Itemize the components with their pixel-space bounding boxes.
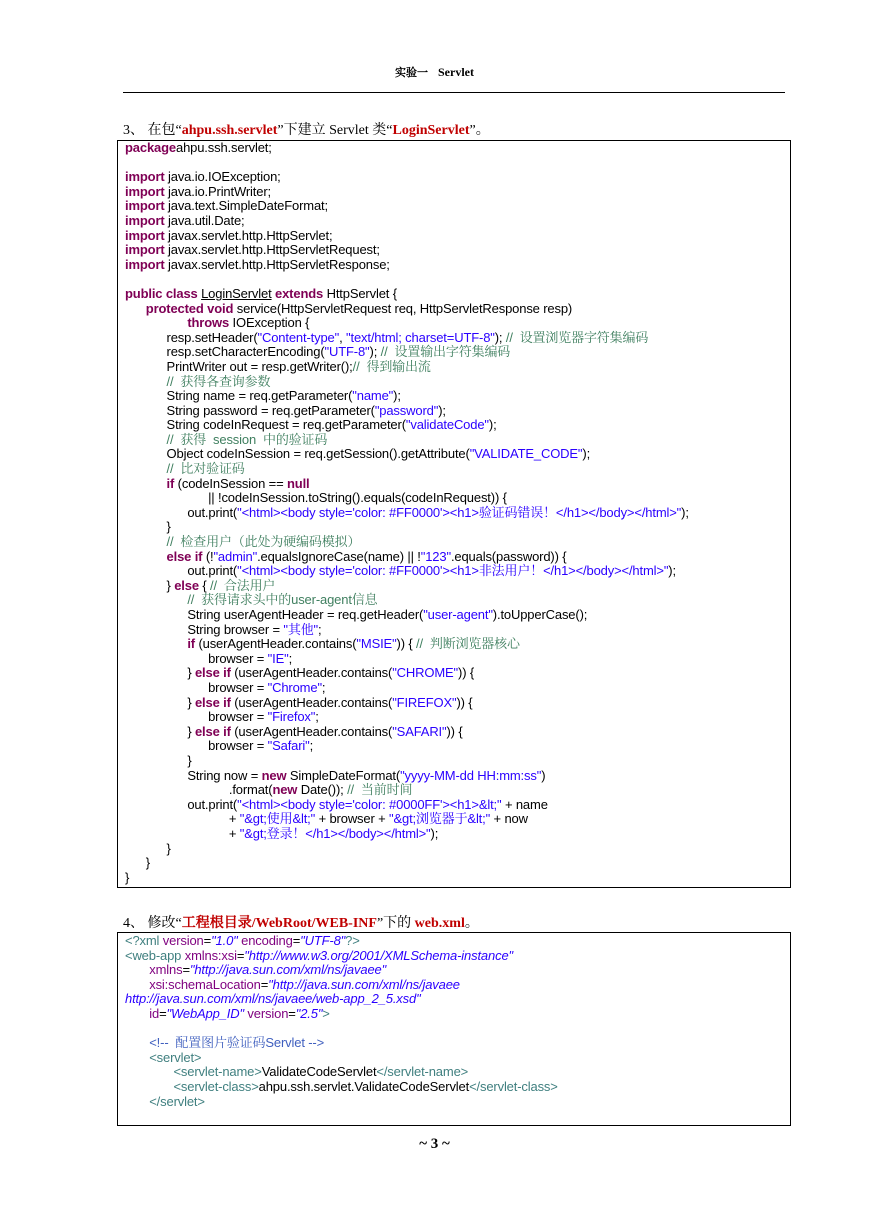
section-3-text-pre: 在包“ (147, 123, 182, 138)
code-token: } (125, 665, 195, 681)
code-token: "Firefox" (267, 709, 316, 725)
code-token: // 合法用户 (210, 577, 276, 593)
code-line (125, 593, 689, 608)
code-token: ); (369, 344, 381, 360)
code-token: ; (318, 621, 322, 637)
code-token: <web-app (125, 947, 185, 963)
code-line (125, 535, 689, 550)
code-token: if (166, 475, 175, 491)
code-token: extends (271, 285, 327, 301)
code-token: "IE" (267, 650, 289, 666)
code-line (125, 506, 689, 521)
code-token: = (203, 933, 212, 948)
code-line (125, 637, 689, 652)
code-token: String browser = (125, 621, 284, 637)
code-token: ?> (345, 933, 360, 948)
code-token: + (125, 825, 240, 841)
code-line (125, 185, 689, 200)
code-token: import (125, 242, 165, 258)
code-token: // 判断浏览器核心 (416, 636, 520, 652)
code-token: "text/html; charset=UTF-8" (346, 329, 495, 345)
code-token: .equals(password)) { (450, 548, 567, 564)
code-line (125, 827, 689, 842)
code-line (125, 272, 689, 287)
code-token: .equalsIgnoreCase(name) || ! (257, 548, 421, 564)
code-token: "CHROME" (392, 665, 459, 681)
code-token: )) { (456, 694, 473, 710)
code-token: LoginServlet (201, 285, 272, 301)
code-token: "UTF-8" (300, 933, 346, 948)
code-token: "admin" (213, 548, 258, 564)
page-header (0, 64, 869, 80)
code-token: "VALIDATE_CODE" (469, 446, 583, 462)
page-number: ~ 3 ~ (419, 1136, 450, 1152)
code-line (125, 491, 689, 506)
code-token: ); (494, 329, 506, 345)
code-token: protected void (145, 300, 237, 316)
code-token: // 获得请求头中的user-agent信息 (187, 592, 378, 608)
code-token: // 当前时间 (347, 782, 413, 798)
code-token: } (125, 855, 150, 871)
code-token: http://java.sun.com/xml/ns/javaee/web-app_2_5.xsd" (125, 991, 421, 1007)
code-line (125, 1007, 558, 1022)
code-token: // 设置浏览器字符集编码 (505, 329, 649, 345)
code-token: <?xml (125, 933, 163, 948)
code-token: public class (125, 285, 202, 301)
code-line (125, 978, 558, 993)
section-3-package: ahpu.ssh.servlet (181, 123, 278, 138)
code-token: browser = (125, 650, 268, 666)
code-token: ; (321, 679, 326, 695)
code-token (125, 1035, 149, 1050)
code-line (125, 783, 689, 798)
header-rule (123, 92, 785, 93)
code-token: { (198, 577, 211, 593)
code-line (125, 345, 689, 360)
section-4-text-pre: 修改“ (147, 916, 182, 931)
code-token: </servlet-name> (376, 1064, 469, 1080)
code-line (125, 520, 689, 535)
section-4-text-post: 。 (464, 916, 479, 931)
code-token: else if (166, 548, 203, 564)
code-token: ); (438, 402, 446, 418)
code-token: = (159, 1005, 167, 1021)
code-token: (! (202, 548, 214, 564)
code-token: )) { (396, 636, 417, 652)
code-line (125, 316, 689, 331)
code-line (125, 360, 689, 375)
code-token: } (125, 577, 175, 593)
login-servlet-code-box (117, 140, 791, 888)
code-token: else if (194, 723, 231, 739)
code-token: else if (194, 694, 231, 710)
section-3-text-mid: ”下建立 Servlet 类“ (277, 123, 393, 138)
code-line (125, 739, 689, 754)
code-token (125, 374, 167, 389)
code-token: , (339, 329, 347, 345)
code-token: + name (501, 796, 548, 812)
code-token: ahpu.ssh.servlet; (175, 140, 272, 155)
code-token: ); (668, 563, 676, 579)
code-token: + browser + (315, 811, 390, 827)
code-line (125, 754, 689, 769)
code-token: "http://java.sun.com/xml/ns/javaee (268, 976, 460, 992)
code-token: browser = (125, 679, 268, 695)
code-token: resp.setCharacterEncoding( (125, 344, 325, 360)
code-token: )) { (446, 723, 463, 739)
code-line (125, 170, 689, 185)
code-token: + (125, 811, 240, 827)
code-token: <!-- 配置图片验证码Servlet --> (149, 1035, 325, 1051)
code-line (125, 798, 689, 813)
code-token: ); (582, 446, 591, 462)
code-line (125, 141, 689, 156)
code-token: // 得到输出流 (352, 358, 431, 374)
code-token: new (261, 767, 287, 783)
code-token: out.print( (125, 504, 238, 520)
code-token: "SAFARI" (392, 723, 447, 739)
code-token: throws (187, 315, 233, 331)
code-token: + now (490, 811, 528, 827)
code-token: else (174, 577, 199, 593)
code-line (125, 1036, 558, 1051)
code-line (125, 696, 689, 711)
code-token (125, 534, 167, 549)
code-token: // 检查用户（此处为硬编码模拟） (166, 534, 361, 550)
code-line (125, 564, 689, 579)
code-line (125, 477, 689, 492)
code-token: package (125, 140, 176, 155)
code-token: "WebApp_ID" (166, 1005, 244, 1021)
code-token: import (125, 227, 165, 243)
code-line (125, 331, 689, 346)
code-line (125, 258, 689, 273)
code-token: String password = req.getParameter( (125, 402, 375, 418)
code-token: = (288, 1005, 296, 1021)
section-4-number: 4、 (123, 916, 144, 931)
code-token (125, 1064, 173, 1079)
code-line (125, 812, 689, 827)
code-token: <servlet-class> (173, 1078, 259, 1094)
code-token: PrintWriter out = resp.getWriter(); (125, 358, 353, 374)
code-token: version (162, 933, 204, 948)
code-token: } (125, 840, 171, 856)
code-line (125, 404, 689, 419)
header-title-cn: 实验一 (395, 66, 428, 79)
code-line (125, 579, 689, 594)
section-3-number: 3、 (123, 123, 144, 138)
code-token: } (125, 869, 130, 885)
code-token: javax.servlet.http.HttpServletResponse; (164, 256, 390, 272)
code-token (125, 1050, 149, 1065)
code-token: "user-agent" (423, 607, 493, 622)
code-line (125, 992, 558, 1007)
code-line (125, 608, 689, 623)
code-token: <servlet-name> (173, 1064, 262, 1080)
code-token: (codeInSession == (174, 475, 287, 491)
code-token: } (125, 519, 171, 535)
code-line (125, 243, 689, 258)
section-4-file: web.xml (414, 916, 465, 931)
code-token: resp.setHeader( (125, 329, 258, 345)
section-4-path: 工程根目录/WebRoot/WEB-INF (181, 916, 377, 931)
code-token: "&gt;浏览器于&lt;" (389, 811, 491, 827)
code-line (125, 842, 689, 857)
code-line (125, 156, 689, 171)
code-line (125, 214, 689, 229)
code-token: ahpu.ssh.servlet.ValidateCodeServlet (258, 1078, 470, 1094)
code-token (125, 592, 187, 607)
code-token: "2.5" (295, 1005, 323, 1021)
code-token: id (149, 1005, 160, 1021)
code-line (125, 652, 689, 667)
code-token: ); (488, 417, 497, 433)
code-token: = (260, 976, 269, 992)
code-token: = (292, 933, 301, 948)
code-token: ) (541, 767, 546, 783)
code-token: HttpServlet { (326, 285, 397, 301)
code-token: "<html><body style='color: #FF0000'><h1>非法用户！</h1></body></html>" (237, 563, 669, 579)
code-token: } (125, 723, 195, 739)
code-line (125, 287, 689, 302)
code-token: String userAgentHeader = req.getHeader( (125, 607, 424, 622)
code-token: SimpleDateFormat( (286, 767, 401, 783)
code-token (125, 1094, 149, 1109)
code-line (125, 302, 689, 317)
code-token: import (125, 256, 165, 272)
code-token: "UTF-8" (324, 344, 370, 360)
code-token: "Safari" (267, 738, 310, 754)
code-token: xsi:schemaLocation (149, 976, 261, 992)
code-line (125, 447, 689, 462)
code-token: ; (315, 709, 319, 725)
code-token: String codeInRequest = req.getParameter( (125, 417, 406, 433)
code-token: (userAgentHeader.contains( (194, 636, 357, 652)
code-token: import (125, 169, 165, 185)
code-line (125, 199, 689, 214)
code-token: service(HttpServletRequest req, HttpServletResponse resp) (236, 300, 573, 316)
code-token (125, 977, 149, 992)
code-token: } (125, 752, 192, 768)
code-token: import (125, 183, 165, 199)
code-token: // 比对验证码 (166, 461, 245, 477)
code-token: javax.servlet.http.HttpServlet; (164, 227, 333, 243)
code-token: (userAgentHeader.contains( (230, 665, 393, 681)
code-token: "http://www.w3.org/2001/XMLSchema-instance" (244, 947, 513, 963)
code-token: import (125, 212, 165, 228)
code-token: .format( (125, 782, 273, 798)
code-token: "<html><body style='color: #0000FF'><h1>&lt;" (237, 796, 502, 812)
header-title-en: Servlet (438, 65, 474, 79)
code-token: "yyyy-MM-dd HH:mm:ss" (400, 767, 542, 783)
code-line (125, 856, 689, 871)
code-line (125, 418, 689, 433)
code-line (125, 934, 558, 949)
section-3-text-post: ”。 (469, 123, 490, 138)
web-xml-code-box (117, 932, 791, 1126)
code-token (125, 315, 187, 330)
code-token: "password" (374, 402, 439, 418)
code-token: ; (309, 738, 314, 754)
code-line (125, 681, 689, 696)
code-token (125, 962, 149, 977)
code-token: java.io.IOException; (164, 169, 281, 185)
code-token: || !codeInSession.toString().equals(codeInRequest)) { (125, 490, 507, 506)
code-token: java.io.PrintWriter; (164, 183, 271, 199)
code-token: } (125, 694, 195, 710)
code-token: "Content-type" (257, 329, 340, 345)
code-token: "http://java.sun.com/xml/ns/javaee" (189, 962, 387, 978)
code-line (125, 1022, 558, 1037)
code-token (125, 636, 187, 651)
code-token: else if (194, 665, 231, 681)
code-token: ); (393, 388, 401, 404)
code-token: Date()); (297, 782, 348, 798)
code-token: ); (430, 825, 439, 841)
code-line (125, 433, 689, 448)
code-line (125, 462, 689, 477)
code-token: String now = (125, 767, 262, 783)
code-line (125, 1051, 558, 1066)
code-token: ValidateCodeServlet (261, 1064, 377, 1080)
code-token: import (125, 198, 165, 214)
code-token: xmlns:xsi (184, 947, 237, 963)
code-token: java.util.Date; (164, 212, 245, 228)
code-token: > (322, 1005, 330, 1021)
code-token: ); (681, 504, 689, 520)
code-token: (userAgentHeader.contains( (230, 723, 393, 739)
code-token: "name" (352, 388, 394, 404)
section-4-text-mid: ”下的 (376, 916, 415, 931)
code-token (125, 432, 167, 447)
code-token: Object codeInSession = req.getSession().getAttribute( (125, 446, 470, 462)
code-line (125, 623, 689, 638)
code-line (125, 389, 689, 404)
code-token: = (236, 947, 245, 963)
code-token (125, 476, 167, 491)
code-token (125, 1079, 173, 1094)
code-token: "FIREFOX" (392, 694, 457, 710)
code-token: out.print( (125, 796, 238, 812)
code-token: out.print( (125, 563, 238, 579)
section-3-class: LoginServlet (392, 123, 470, 138)
code-token: "123" (420, 548, 451, 564)
code-line (125, 666, 689, 681)
code-line (125, 725, 689, 740)
code-line (125, 949, 558, 964)
code-token (125, 461, 167, 476)
code-token: ).toUpperCase(); (492, 607, 588, 622)
code-line (125, 375, 689, 390)
code-token: "MSIE" (356, 636, 397, 652)
code-token: </servlet> (149, 1093, 205, 1109)
section-4-heading (123, 912, 479, 932)
code-token: xmlns (149, 962, 183, 978)
web-xml-code (125, 934, 558, 1109)
code-token: browser = (125, 738, 268, 754)
code-token: new (272, 782, 298, 798)
code-token: String name = req.getParameter( (125, 388, 353, 404)
code-token: encoding (241, 933, 293, 948)
code-token: "其他" (283, 621, 319, 637)
code-token: )) { (458, 665, 475, 681)
code-token (125, 1006, 149, 1021)
code-token: IOException { (232, 315, 310, 331)
code-token: </servlet-class> (469, 1078, 558, 1094)
code-token: java.text.SimpleDateFormat; (164, 198, 328, 214)
code-line (125, 229, 689, 244)
code-token: "&gt;使用&lt;" (239, 811, 316, 827)
code-line (125, 769, 689, 784)
code-token: version (247, 1005, 289, 1021)
section-3-heading (123, 119, 490, 139)
code-token: (userAgentHeader.contains( (230, 694, 393, 710)
code-token: // 设置输出字符集编码 (380, 344, 511, 360)
code-line (125, 963, 558, 978)
code-token: = (182, 962, 190, 978)
code-token (125, 549, 167, 564)
code-line (125, 1095, 558, 1110)
code-token: // 获得各查询参数 (166, 373, 271, 389)
code-token: javax.servlet.http.HttpServletRequest; (164, 242, 380, 258)
code-token (125, 301, 146, 316)
code-token: "validateCode" (405, 417, 489, 433)
code-token: "1.0" (211, 933, 238, 948)
login-servlet-code (125, 141, 689, 885)
code-token: // 获得 session 中的验证码 (166, 431, 328, 447)
code-token: null (286, 475, 310, 491)
code-line (125, 1080, 558, 1095)
code-line (125, 550, 689, 565)
code-token: if (187, 636, 195, 652)
code-line (125, 871, 689, 886)
code-token: "Chrome" (267, 679, 322, 695)
code-token: <servlet> (149, 1049, 202, 1065)
code-line (125, 710, 689, 725)
code-token: "<html><body style='color: #FF0000'><h1>验证码错误！</h1></body></html>" (237, 504, 682, 520)
code-line (125, 1065, 558, 1080)
code-token: browser = (125, 709, 268, 725)
code-token: ; (288, 650, 293, 666)
code-token: "&gt;登录！</h1></body></html>" (239, 825, 431, 841)
